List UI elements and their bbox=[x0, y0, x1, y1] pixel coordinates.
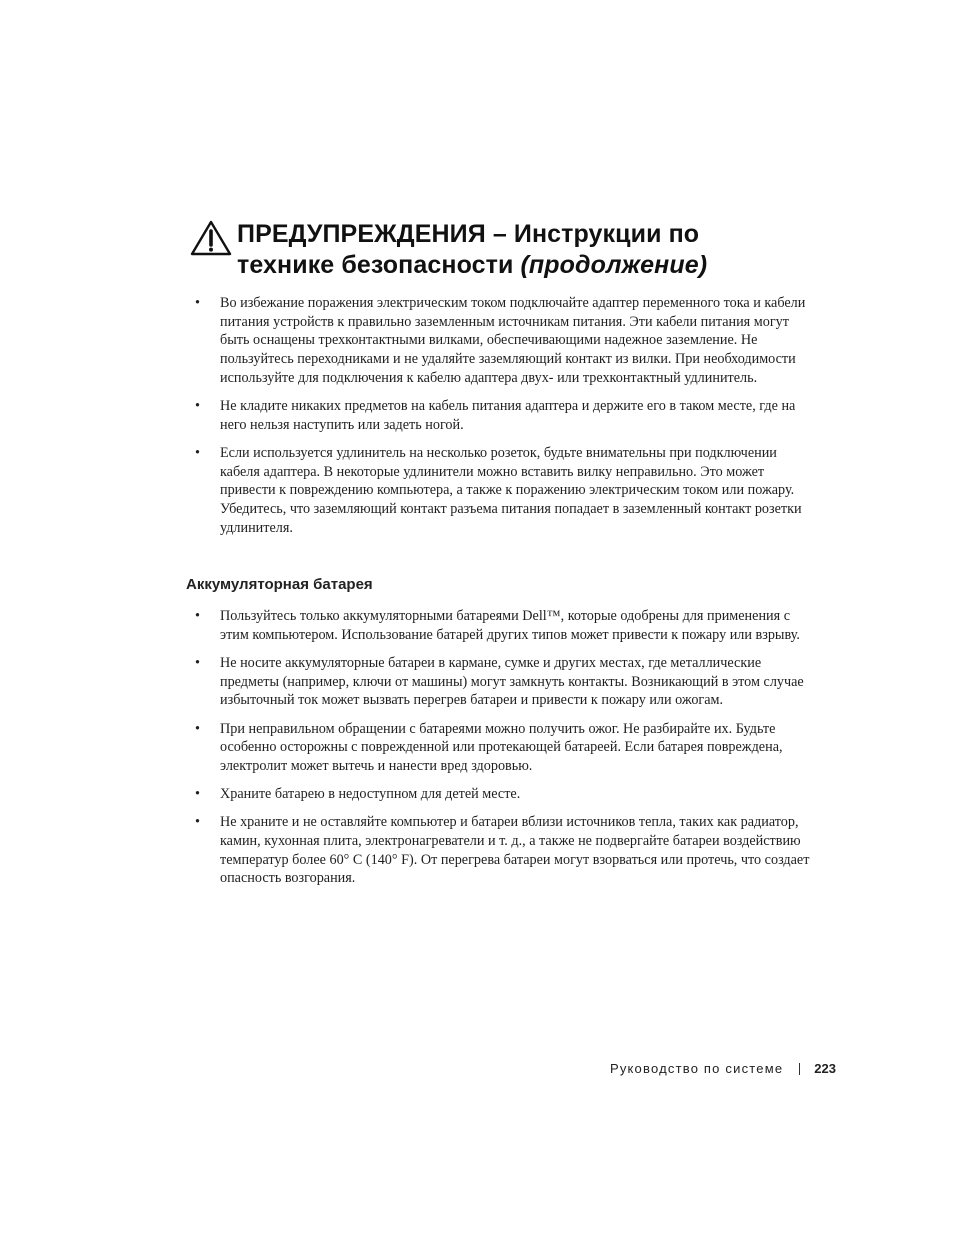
bullet: • bbox=[195, 295, 200, 311]
section-heading bbox=[190, 219, 830, 281]
list-item bbox=[194, 294, 812, 388]
list-item bbox=[194, 813, 812, 888]
list-item-text: Если используется удлинитель на несколько розеток, будьте внимательны при подключении кабеля адаптера. В некоторые удлинители можно вставить вилку неправильно. Это может привести к повреждению компьютера, а также к поражению электрическим током или пожару. Убедитесь, что заземляющий контакт разъема питания попадает в заземленный контакт розетки удлинителя. bbox=[220, 444, 802, 536]
title-line-1: ПРЕДУПРЕЖДЕНИЯ – Инструкции по bbox=[237, 220, 700, 248]
bullet: • bbox=[195, 444, 200, 461]
list-item bbox=[194, 785, 812, 804]
footer-divider bbox=[799, 1063, 800, 1075]
battery-heading: Аккумуляторная батарея bbox=[186, 576, 373, 593]
list-item-text: Храните батарею в недоступном для детей месте. bbox=[220, 786, 521, 803]
title-line-2: технике безопасности bbox=[237, 251, 514, 279]
page-number: 223 bbox=[814, 1061, 836, 1076]
warning-triangle-icon bbox=[190, 220, 232, 256]
list-item bbox=[194, 607, 812, 644]
list-item bbox=[194, 654, 812, 710]
page-footer bbox=[610, 1061, 836, 1076]
list-item-text: При неправильном обращении с батареями можно получить ожог. Не разбирайте их. Будьте особенно осторожны с поврежденной или протекающей батареей. Если батарея повреждена, электролит может вытечь и нанести вред здоровью. bbox=[220, 720, 783, 774]
bullet: • bbox=[195, 654, 200, 671]
bullet: • bbox=[195, 398, 200, 415]
list-item bbox=[194, 720, 812, 776]
list-item-text: Пользуйтесь только аккумуляторными батареями Dell™, которые одобрены для применения с этим компьютером. Использование батарей других типов может привести к пожару или взрыву. bbox=[220, 608, 800, 643]
warning-list bbox=[194, 294, 812, 547]
list-item-text: Не храните и не оставляйте компьютер и батареи вблизи источников тепла, таких как радиатор, камин, кухонная плита, электронагреватели и т. д., а также не подвергайте батареи воздействию температур более 60° C (140° F). От перегрева батареи могут взорваться или протечь, что создает опасность возгорания. bbox=[220, 814, 810, 887]
list-item bbox=[194, 444, 812, 538]
page-title bbox=[237, 219, 830, 281]
list-item-text: Не носите аккумуляторные батареи в кармане, сумке и других местах, где металлические предметы (например, ключи от машины) могут замкнуть контакты. Возникающий в этом случае избыточный ток может вызвать перегрев батареи и привести к пожару или ожогам. bbox=[220, 654, 804, 709]
footer-guide-title: Руководство по системе bbox=[609, 1061, 784, 1076]
title-continued: (продолжение) bbox=[520, 251, 708, 279]
bullet: • bbox=[195, 608, 200, 624]
battery-list bbox=[194, 607, 812, 898]
list-item bbox=[194, 397, 812, 434]
list-item-text: Во избежание поражения электрическим током подключайте адаптер переменного тока и кабели питания устройств к правильно заземленным источникам питания. Эти кабели питания могут быть оснащены трехконтактными вилками, обеспечивающими надежное заземление. Не пользуйтесь переходниками и не удаляйте заземляющий контакт из вилки. При необходимости используйте для подключения к кабелю адаптера двух- или трехконтактный удлинитель. bbox=[220, 295, 806, 386]
list-item-text: Не кладите никаких предметов на кабель питания адаптера и держите его в таком месте, где на него нельзя наступить или задеть ногой. bbox=[220, 398, 796, 433]
bullet: • bbox=[195, 786, 200, 803]
bullet: • bbox=[195, 814, 200, 831]
bullet: • bbox=[195, 720, 200, 737]
